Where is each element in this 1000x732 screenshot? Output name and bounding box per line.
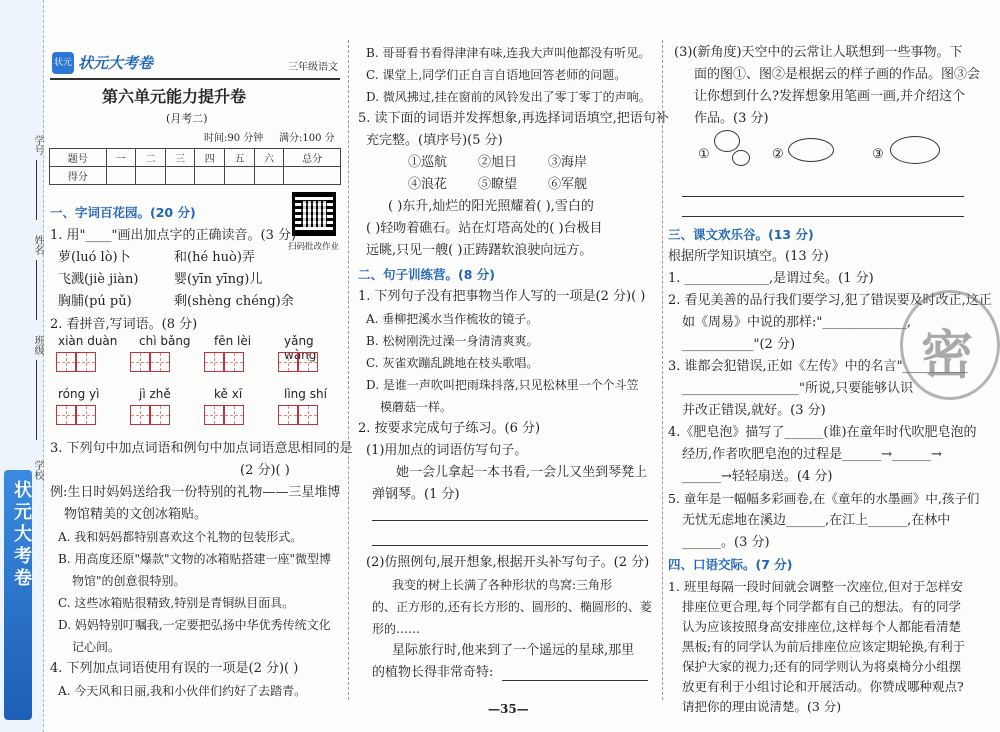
k-question-1[interactable]: 1. _____________,是谓过矣。(1 分): [668, 271, 874, 286]
column-1: [44, 0, 353, 732]
strip-brand-logo: 状元大考卷: [4, 470, 32, 720]
strip-label-name: 姓名: [32, 235, 43, 255]
q3-option-d[interactable]: D. 妈妈特别叮嘱我,一定要把弘扬中华优秀传统文化: [58, 618, 331, 632]
q3-example: 例:生日时妈妈送给我一份特别的礼物——三星堆博: [50, 485, 341, 500]
score-cell[interactable]: [284, 167, 341, 185]
q5-passage[interactable]: 远眺,只见一艘( )正踌躇软浪驶向远方。: [366, 243, 593, 258]
score-cell[interactable]: [195, 167, 225, 185]
cloud-drawing-2: [788, 138, 834, 162]
section-1-heading: 一、字词百花园。(20 分): [50, 205, 196, 220]
k-question-2[interactable]: ___________"(2 分): [682, 337, 796, 352]
s2-2-prompt: 的植物长得非常奇特:: [372, 665, 494, 680]
oral-question-1: 请把你的理由说清楚。(3 分): [682, 699, 842, 714]
q3-new-line: 作品。(3 分): [694, 111, 769, 126]
q5-word: ③海岸: [548, 155, 588, 170]
qr-caption: 扫码批改作业: [288, 242, 340, 252]
k-question-5: 5. 童年是一幅幅多彩画卷,在《童年的水墨画》中,孩子们: [668, 491, 980, 506]
exam-full-score: 满分:100 分: [279, 133, 335, 144]
qr-code-icon[interactable]: [292, 192, 336, 236]
k-question-3[interactable]: __________________"所说,只要能够认识: [682, 381, 914, 396]
question-2-2-1: (1)用加点的词语仿写句子。: [366, 443, 528, 458]
q3-new-line: 让你想到什么?发挥想象用笔画一画,并介绍这个: [694, 89, 966, 104]
strip-label-id: 学号: [32, 135, 43, 155]
q3-option-b[interactable]: B. 用高度还原"爆款"文物的冰箱贴搭建一座"微型博: [58, 552, 332, 566]
pinyin-label: róng yì: [58, 387, 100, 401]
table-row: 题号 一 二 三 四 五 六 总分: [50, 149, 341, 167]
question-1-5: 充完整。(填序号)(5 分): [366, 133, 503, 148]
k-question-3: 并改正错误,就好。(3 分): [682, 403, 826, 418]
k-question-4[interactable]: 4.《肥皂泡》描写了______(谁)在童年时代吹肥皂泡的: [668, 425, 977, 440]
question-1-1: 1. 用"____"画出加点字的正确读音。(3 分): [50, 228, 297, 243]
page-number: —35—: [488, 702, 529, 716]
figure-label-1: ①: [698, 147, 710, 162]
figure-label-3: ③: [872, 147, 884, 162]
exam-title: 第六单元能力提升卷: [102, 87, 247, 106]
score-table: [49, 148, 341, 185]
q4-option-b[interactable]: B. 哥哥看书看得津津有味,连我大声叫他都没有听见。: [366, 46, 651, 60]
answer-line[interactable]: [682, 216, 964, 217]
s1-option-d[interactable]: 模蘑菇一样。: [380, 400, 453, 414]
strip-write-line: [36, 360, 37, 440]
secret-stamp: 密: [900, 290, 1000, 400]
strip-label-class: 班级: [32, 335, 43, 355]
q1-item[interactable]: 萝(luó lò)卜: [58, 250, 131, 265]
q5-word: ⑥军舰: [548, 177, 588, 192]
question-1-4: 4. 下列加点词语使用有误的一项是(2 分): [50, 661, 285, 676]
s1-option-a[interactable]: A. 垂柳把溪水当作梳妆的镜子。: [366, 312, 539, 326]
question-1-2: 2. 看拼音,写词语。(8 分): [50, 317, 198, 332]
exam-time: 时间:90 分钟: [204, 133, 264, 144]
q1-item[interactable]: 和(hé huò)弄: [174, 250, 255, 265]
pinyin-label: chì bǎng: [139, 334, 191, 348]
q3-score: (2 分)( ): [240, 463, 290, 478]
brand-name: 状元大考卷: [78, 54, 154, 72]
seal-icon: 状元: [52, 52, 74, 74]
k-intro: 根据所学知识填空。(13 分): [668, 249, 829, 264]
q3-new-line: 面的图①、图②是根据云的样子画的作品。图③会: [694, 67, 981, 82]
oral-question-1: 放更有利于小组讨论和开展活动。你赞成哪种观点?: [682, 679, 964, 694]
s2-2-example: 形的……: [372, 622, 421, 636]
cloud-drawing-1: [732, 150, 750, 166]
q1-item[interactable]: 胸脯(pú pǔ): [58, 294, 132, 309]
k-question-5[interactable]: 无忧无虑地在溪边______,在江上______,在林中: [682, 513, 951, 528]
s1-option-b[interactable]: B. 松树刚洗过澡一身清清爽爽。: [366, 334, 539, 348]
k-question-4[interactable]: ______→轻轻扇送。(4 分): [682, 469, 833, 484]
pinyin-label: kě xī: [214, 387, 243, 401]
s2-2-prompt: 星际旅行时,他来到了一个遥远的星球,那里: [392, 643, 635, 658]
k-question-3[interactable]: 3. 谁都会犯错误,正如《左传》中的名言"__________: [668, 359, 968, 374]
score-cell[interactable]: [254, 167, 284, 185]
strip-write-line: [36, 260, 37, 320]
char-grid[interactable]: [56, 352, 318, 372]
column-2: [352, 0, 669, 732]
pinyin-label: xiàn duàn: [58, 334, 118, 348]
s1-option-c[interactable]: C. 灰雀欢蹦乱跳地在枝头歌唱。: [366, 356, 539, 370]
strip-label-school: 学校: [32, 460, 43, 480]
score-cell[interactable]: [165, 167, 195, 185]
header-rule: [50, 78, 340, 80]
s2-2-example: 我变的树上长满了各种形状的鸟窝:三角形: [392, 578, 613, 592]
q5-word: ①巡航: [408, 155, 448, 170]
answer-line[interactable]: [502, 680, 648, 681]
question-2-1: 1. 下列句子没有把事物当作人写的一项是(2 分)( ): [358, 289, 646, 304]
q5-word: ②旭日: [478, 155, 518, 170]
cloud-drawing-1: [714, 130, 740, 152]
oral-question-1: 黑板;有的同学认为前后排座位应该定期轮换,有利于: [682, 639, 966, 654]
column-divider: [662, 40, 663, 700]
pinyin-label: yǎng wàng: [284, 334, 317, 362]
section-3-heading: 三、课文欢乐谷。(13 分): [668, 227, 814, 242]
q5-word: ⑤瞭望: [478, 177, 518, 192]
q4-option-d[interactable]: D. 微风拂过,挂在窗前的风铃发出了零丁零丁的声响。: [366, 90, 651, 104]
question-2-2-2: (2)仿照例句,展开想象,根据开头补写句子。(2 分): [366, 555, 650, 570]
q3-example: 物馆精美的文创冰箱贴。: [64, 507, 208, 522]
answer-line[interactable]: [372, 520, 648, 521]
section-2-heading: 二、句子训练营。(8 分): [358, 267, 495, 282]
q1-item[interactable]: 剩(shèng chéng)余: [174, 294, 294, 309]
q3-option-d[interactable]: 记心间。: [72, 640, 121, 654]
figure-label-2: ②: [772, 147, 784, 162]
answer-line[interactable]: [372, 545, 648, 546]
binding-strip: [0, 0, 44, 732]
s2-1-example: 她一会儿拿起一本书看,一会儿又坐到琴凳上: [396, 465, 648, 480]
score-cell[interactable]: [136, 167, 166, 185]
s1-option-d[interactable]: D. 是谁一声吹叫把雨珠抖落,只见松林里一个个斗笠: [366, 378, 639, 392]
oral-question-1: 排座位更合理,每个同学都有自己的想法。有的同学: [682, 599, 961, 614]
grade-label: 三年级语文: [288, 62, 338, 73]
pinyin-label: lìng shí: [284, 387, 327, 401]
answer-line[interactable]: [682, 196, 964, 197]
q3-option-c[interactable]: C. 这些冰箱贴很精致,特别是青铜纵目面具。: [58, 596, 295, 610]
q5-word: ④浪花: [408, 177, 448, 192]
column-divider: [348, 40, 349, 700]
k-question-5[interactable]: ______。(3 分): [682, 535, 770, 550]
table-row: 得分: [50, 167, 341, 185]
question-1-3-new: (3)(新角度)天空中的云常让人联想到一些事物。下: [674, 45, 963, 60]
pinyin-label: jì zhě: [139, 387, 171, 401]
q5-passage[interactable]: ( )东升,灿烂的阳光照耀着( ),雪白的: [388, 199, 594, 214]
q3-option-a[interactable]: A. 我和妈妈都特别喜欢这个礼物的包装形式。: [58, 530, 303, 544]
score-cell[interactable]: [225, 167, 255, 185]
question-2-2: 2. 按要求完成句子练习。(6 分): [358, 421, 541, 436]
k-question-2[interactable]: 如《周易》中说的那样:"_____________,: [682, 315, 911, 330]
k-question-2: 2. 看见美善的品行我们要学习,犯了错误要及时改正,这正: [668, 293, 992, 308]
exam-subtitle: (月考二): [166, 112, 208, 125]
cloud-drawing-3: [890, 136, 940, 164]
oral-question-1: 保护大家的视力;还有的同学则认为将桌椅分小组摆: [682, 659, 962, 674]
k-question-4[interactable]: 经历,作者吹肥皂泡的过程是______→______→: [682, 447, 942, 462]
q4-option-c[interactable]: C. 课堂上,同学们正自言自语地回答老师的问题。: [366, 68, 627, 82]
s2-1-example: 弹钢琴。(1 分): [372, 487, 460, 502]
question-1-5: 5. 读下面的词语并发挥想象,再选择词语填空,把语句补: [358, 111, 669, 126]
oral-question-1: 认为应该按照身高安排座位,这样每个人都能看清楚: [682, 619, 961, 634]
question-1-3: 3. 下列句中加点词语和例句中加点词语意思相同的是: [50, 441, 353, 456]
q3-option-b[interactable]: 物馆"的创意很特别。: [72, 574, 186, 588]
q4-option-a[interactable]: A. 今天风和日丽,我和小伙伴们约好了去踏青。: [58, 684, 307, 698]
brand-logo: [52, 52, 162, 74]
q4-answer-paren[interactable]: ( ): [284, 661, 299, 676]
char-grid[interactable]: [56, 405, 318, 425]
strip-write-line: [36, 160, 37, 220]
s2-2-example: 的、正方形的,还有长方形的、圆形的、椭圆形的、菱: [372, 600, 652, 614]
pinyin-label: fēn lèi: [214, 334, 252, 348]
oral-question-1: 1. 班里每隔一段时间就会调整一次座位,但对于怎样安: [668, 579, 963, 594]
q1-item[interactable]: 飞溅(jiè jiàn): [58, 272, 139, 287]
q5-passage[interactable]: ( )轻吻着礁石。站在灯塔高处的( )台极目: [366, 221, 603, 236]
q1-item[interactable]: 婴(yīn yīng)儿: [174, 272, 263, 287]
section-4-heading: 四、口语交际。(7 分): [668, 557, 793, 572]
score-cell[interactable]: [106, 167, 136, 185]
